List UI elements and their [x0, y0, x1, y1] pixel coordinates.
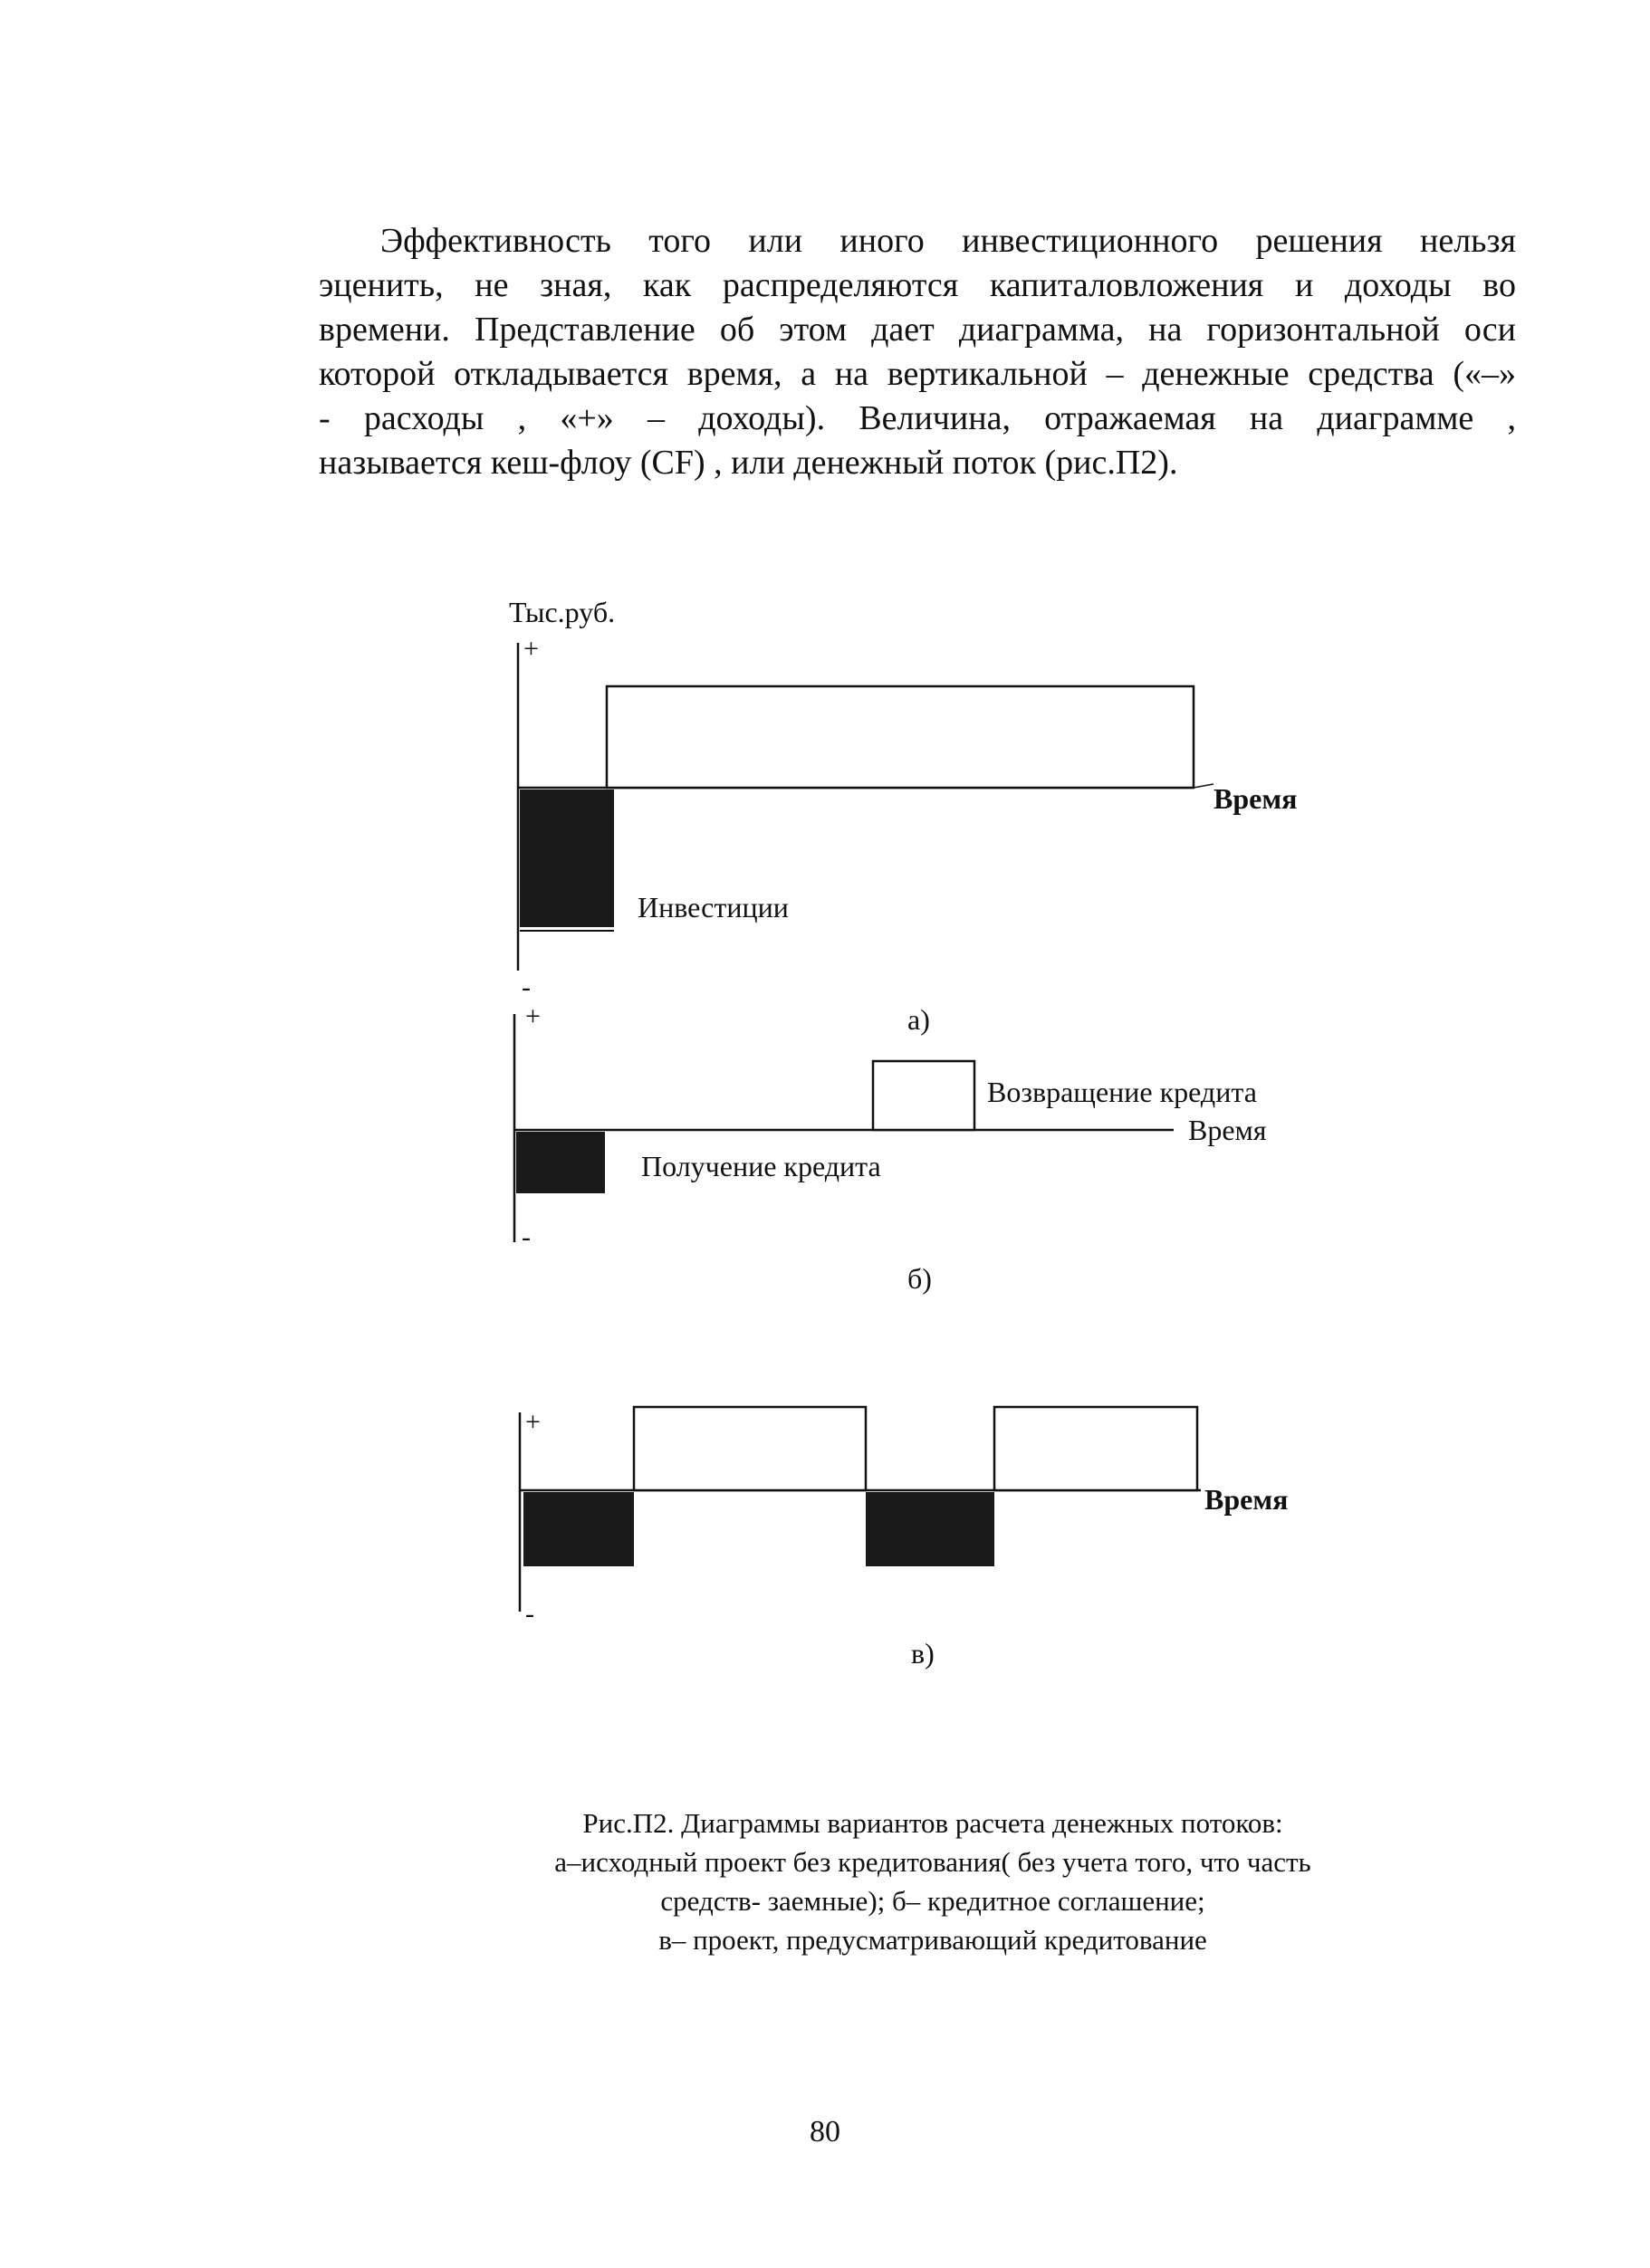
figure-caption	[435, 1804, 1431, 1959]
outflow-block-2	[866, 1492, 994, 1566]
caption-line: средств- заемные); б– кредитное соглашение;	[660, 1885, 1205, 1917]
sublabel-b: б)	[907, 1262, 932, 1295]
caption-line: Рис.П2. Диаграммы вариантов расчета денежных потоков:	[582, 1807, 1283, 1839]
outflow-block-1	[523, 1492, 634, 1566]
minus-sign: -	[522, 972, 531, 1002]
paragraph-line: называется кеш-флоу (CF) , или денежный поток (рис.П2).	[319, 444, 1178, 482]
credit-receipt-label: Получение кредита	[641, 1150, 881, 1182]
paragraph-line: которой откладывается время, а на вертикальной – денежные средства («–»	[319, 355, 1516, 393]
plus-sign: +	[525, 1407, 541, 1437]
paragraph-line: времени. Представление об этом дает диаграмма, на горизонтальной оси	[319, 311, 1516, 349]
paragraph-line: - расходы , «+» – доходы). Величина, отражаемая на диаграмме ,	[319, 399, 1516, 437]
income-block-2	[994, 1407, 1197, 1490]
income-block-1	[634, 1407, 866, 1490]
caption-line: а–исходный проект без кредитования( без учета того, что часть	[554, 1846, 1311, 1878]
time-label: Время	[1214, 782, 1298, 815]
paragraph-line: эценить, не зная, как распределяются капиталовложения и доходы во	[319, 266, 1516, 304]
time-label: Время	[1188, 1114, 1267, 1146]
sublabel-c: в)	[911, 1637, 935, 1670]
minus-sign: -	[522, 1222, 531, 1252]
caption-line: в– проект, предусматривающий кредитование	[658, 1924, 1207, 1956]
time-label: Время	[1204, 1483, 1289, 1516]
y-unit-label: Тыс.руб.	[509, 596, 616, 628]
investment-label: Инвестиции	[638, 891, 789, 923]
minus-sign: -	[525, 1599, 534, 1629]
sublabel-a: а)	[907, 1003, 930, 1036]
page-number: 80	[810, 2115, 840, 2148]
repayment-label: Возвращение кредита	[987, 1076, 1257, 1108]
paragraph-line: Эффективность того или иного инвестиционного решения нельзя	[380, 222, 1516, 260]
plus-sign: +	[525, 1001, 541, 1031]
plus-sign: +	[523, 634, 539, 664]
